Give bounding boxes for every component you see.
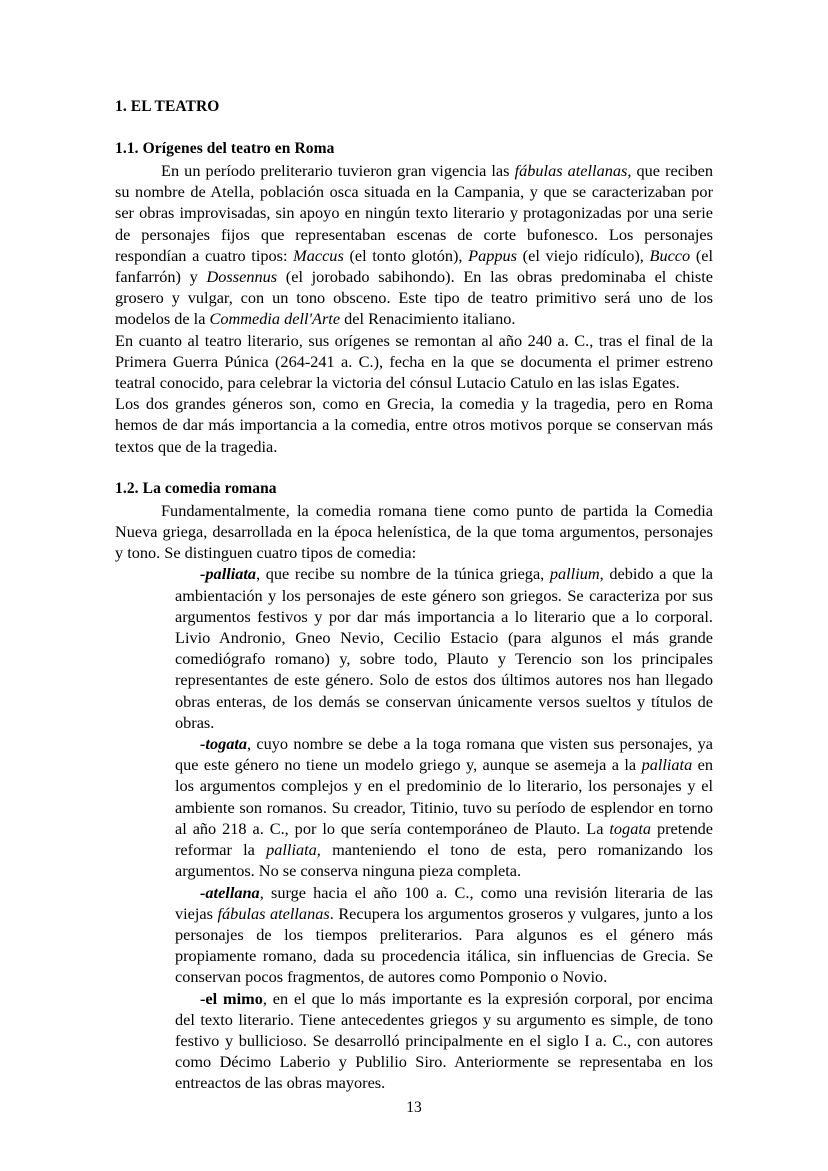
term-atellana: -atellana: [200, 882, 260, 902]
term-togata: -togata: [200, 734, 248, 754]
emphasis-bucco: Bucco: [649, 245, 691, 265]
term-el-mimo: -el mimo: [200, 988, 263, 1008]
page-content: [115, 96, 713, 1094]
list-item-atellana: [175, 882, 713, 988]
section-spacer: [115, 457, 713, 478]
text-run: del Renacimiento italiano.: [340, 309, 516, 329]
text-run: (el jorobado sabihondo). En las obras predominaba el chiste grosero y vulgar, con un tono obsceno. Este tipo de teatro primitivo será uno de los modelos de la: [115, 267, 714, 329]
comedy-types-list: [175, 563, 713, 1093]
emphasis-pappus: Pappus: [468, 245, 518, 265]
text-run: , que reciben su nombre de Atella, población osca situada en la Campania, y que se caracterizaban por ser obras improvisadas, sin apoyo en ningún texto literario y protagonizadas por una serie de personajes fijos que representaban escenas de corte bufonesco. Los personajes respondían a cuatro tipos:: [115, 161, 713, 265]
heading-1-2: 1.2. La comedia romana: [115, 479, 277, 497]
list-item-togata: [175, 733, 713, 881]
emphasis-palliata-ref-1: palliata: [641, 755, 693, 775]
paragraph-origenes-1: [115, 160, 713, 330]
page-title: 1. EL TEATRO: [115, 98, 220, 115]
page-number: 13: [406, 1099, 422, 1116]
text-run: , cuyo nombre se debe a la toga romana que visten sus personajes, ya que este género no tiene un modelo griego y, aunque se asemeja a la: [175, 734, 713, 775]
heading-1-1: 1.1. Orígenes del teatro en Roma: [115, 140, 335, 157]
emphasis-maccus: Maccus: [293, 245, 344, 265]
emphasis-pallium: pallium: [549, 564, 600, 584]
text-run: . Recupera los argumentos groseros y vulgares, junto a los personajes de los tiempos preliterarios. Para algunos es el género más propiamente romano, dada su procedencia itálica, sin influencias de Grecia. Se conservan pocos fragmentos, de autores como Pomponio o Novio.: [175, 903, 713, 987]
text-run: , manteniendo el tono de esta, pero romanizando los argumentos. No se conserva ninguna pieza completa.: [175, 840, 714, 881]
emphasis-togata-ref: togata: [609, 818, 652, 838]
list-item-palliata: [175, 563, 713, 733]
term-palliata: -palliata: [200, 564, 257, 584]
text-run: pretende reformar la: [175, 818, 714, 860]
paragraph-comedia-intro: Fundamentalmente, la comedia romana tiene como punto de partida la Comedia Nueva griega, desarrollada en la época helenística, de la que toma argumentos, personajes y tono. Se distinguen cuatro tipos de comedia:: [115, 500, 713, 563]
text-run: , surge hacia el año 100 a. C., como una revisión literaria de las viejas: [175, 882, 713, 923]
text-run: en los argumentos complejos y en el predominio de lo literario, los personajes y el ambiente son romanos. Su creador, Titinio, tuvo su período de esplendor en torno al año 218 a. C., por lo que sería contemporáneo de Plauto. La: [175, 755, 714, 838]
emphasis-commedia-dellarte: Commedia dell'Arte: [209, 309, 341, 329]
emphasis-fabulas-atellanas-ref: fábulas atellanas: [217, 903, 330, 923]
paragraph-origenes-2: En cuanto al teatro literario, sus orígenes se remontan al año 240 a. C., tras el final de la Primera Guerra Púnica (264-241 a. C.), fecha en la que se documenta el primer estreno teatral conocido, para celebrar la victoria del cónsul Lutacio Catulo en las islas Egates.: [115, 330, 713, 393]
paragraph-origenes-3: Los dos grandes géneros son, como en Grecia, la comedia y la tragedia, pero en Roma hemos de dar más importancia a la comedia, entre otros motivos porque se conservan más textos que de la tragedia.: [115, 394, 713, 456]
emphasis-palliata-ref-2: palliata: [266, 840, 317, 860]
emphasis-dossennus: Dossennus: [206, 267, 278, 287]
text-run: (el viejo ridículo),: [517, 245, 650, 265]
text-run: , en el que lo más importante es la expresión corporal, por encima del texto literario. Tiene antecedentes griegos y su argumento es simple, de tono festivo y bullicioso. Se desarrolló principalmente en el siglo I a. C., con autores como Décimo Laberio y Publilio Siro. Anteriormente se representaba en los entreactos de las obras mayores.: [175, 988, 714, 1093]
text-run: En un período preliterario tuvieron gran vigencia las: [161, 161, 515, 180]
list-item-el-mimo: [175, 988, 713, 1094]
text-run: , que recibe su nombre de la túnica griega,: [256, 564, 550, 584]
text-run: , debido a que la ambientación y los personajes de este género son griegos. Se caracteriza por sus argumentos festivos y por dar más importancia a lo literario que a lo corporal. Livio Andronio, Gneo Nevio, Cecilio Estacio (para algunos el más grande comediógrafo romano) y, sobre todo, Plauto y Terencio son los principales representantes de este género. Solo de estos dos últimos autores nos han llegado obras enteras, de los demás se conservan únicamente versos sueltos y títulos de obras.: [175, 564, 713, 732]
emphasis-fabulas-atellanas: fábulas atellanas: [514, 161, 628, 180]
text-run: (el tonto glotón),: [343, 245, 469, 265]
text-run: (el fanfarrón) y: [115, 245, 714, 287]
